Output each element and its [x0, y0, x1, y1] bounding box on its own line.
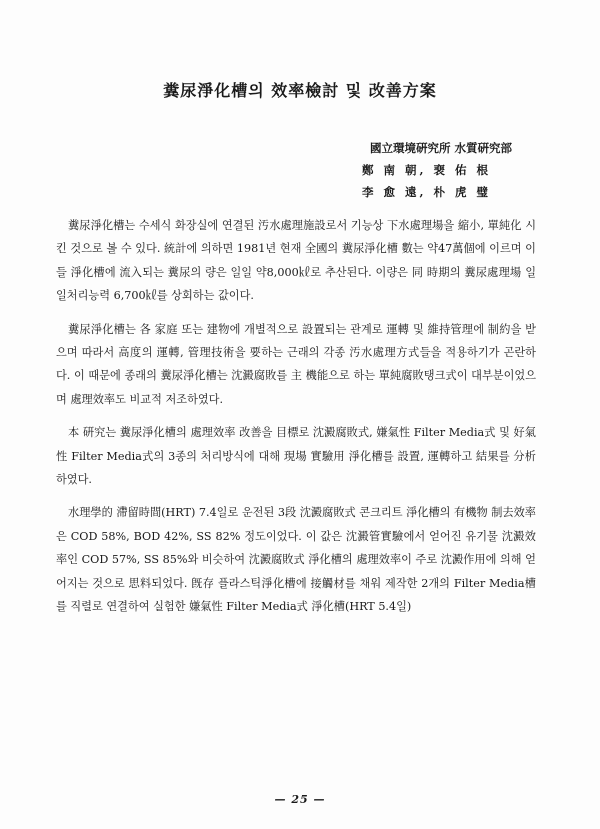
- paragraph-3: 本 硏究는 糞尿淨化槽의 處理效率 改善을 目標로 沈澱腐敗式, 嫌氣性 Filter Media式 및 好氣性 Filter Media式의 3종의 처리방식에 대해 現場 實驗用 淨化槽를 設置, 運轉하고 結果를 分析하였다.: [56, 426, 536, 487]
- paragraph-2: 糞尿淨化槽는 各 家庭 또는 建物에 개별적으로 設置되는 관계로 運轉 및 維持管理에 制約을 받으며 따라서 高度의 運轉, 管理技術을 要하는 근래의 각종 汚水處理方式들을 적용하기가 곤란하다. 이 때문에 종래의 糞尿淨化槽는 沈澱腐敗를 主 機能으로 하는 單純腐敗탱크式이 대부분이었으며 處理效率도 비교적 저조하였다.: [56, 322, 536, 406]
- author-affiliation: 國立環境硏究所 水質硏究部: [370, 141, 513, 155]
- author-names-line-1: 鄭 南 朝, 裵 佑 根: [362, 163, 492, 177]
- paragraph-4: 水理學的 滯留時間(HRT) 7.4일로 운전된 3段 沈澱腐敗式 콘크리트 淨化槽의 有機物 制去效率은 COD 58%, BOD 42%, SS 82% 정도이었다. 이 값은 沈澱管實驗에서 얻어진 유기물 沈澱效率인 COD 57%, SS 85%와 비슷하여 沈澱腐敗式 淨化槽의 處理效率이 주로 沈澱作用에 의해 얻어지는 것으로 思料되었다. 旣存 플라스틱淨化槽에 接觸材를 채워 제작한 2개의 Filter Media槽를 직렬로 연결하여 실험한 嫌氣性 Filter Media式 淨化槽(HRT 5.4일): [56, 506, 536, 614]
- paper-title: 糞尿淨化槽의 效率檢討 및 改善方案: [163, 81, 437, 100]
- page-number: — 25 —: [274, 793, 326, 806]
- abstract-body: [56, 214, 536, 631]
- author-names-line-2: 李 愈 遠, 朴 虎 璧: [362, 185, 492, 199]
- paragraph-1: 糞尿淨化槽는 수세식 화장실에 연결된 汚水處理施設로서 기능상 下水處理場을 縮小, 單純化 시킨 것으로 볼 수 있다. 統計에 의하면 1981년 현재 全國의 糞尿淨化槽 數는 약47萬個에 이르며 이들 淨化槽에 流入되는 糞尿의 량은 일일 약8,000㎘로 추산된다. 이량은 同 時期의 糞尿處理場 일일처리능력 6,700㎘를 상회하는 값이다.: [56, 219, 536, 303]
